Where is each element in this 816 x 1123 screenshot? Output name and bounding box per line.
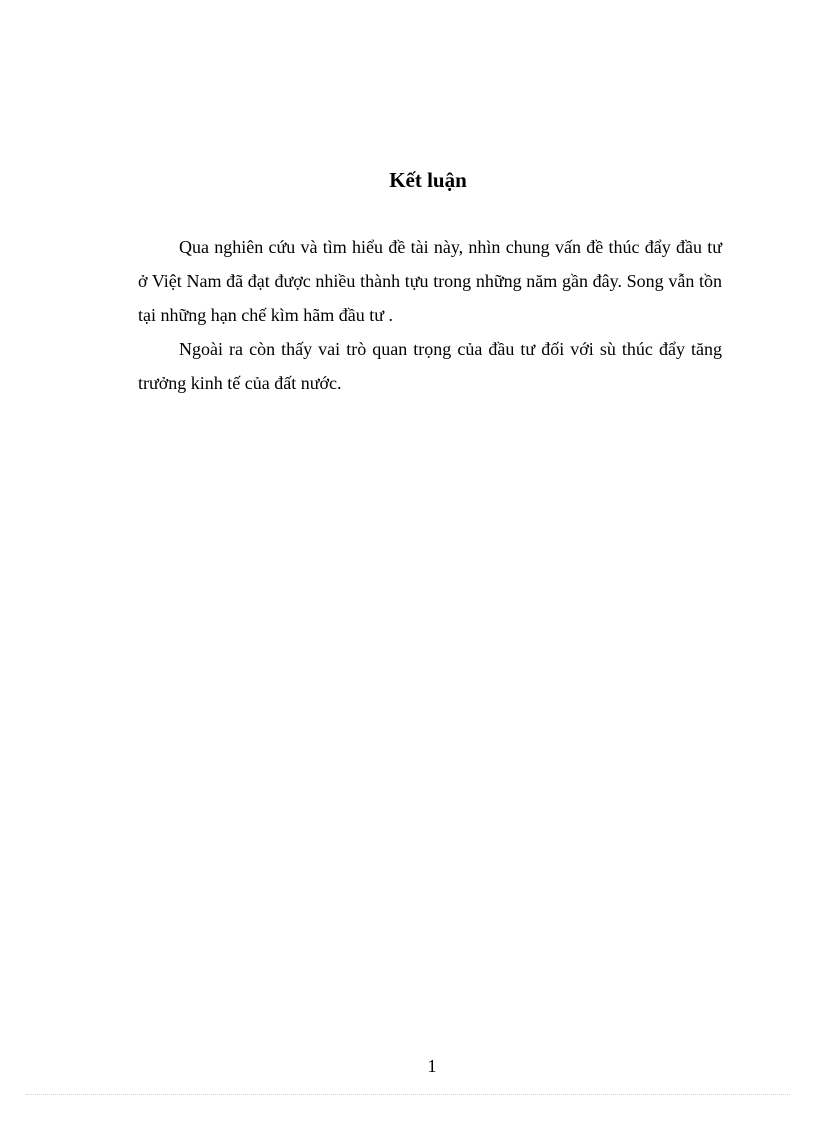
page-title: Kết luận (389, 168, 467, 192)
body-text (138, 230, 722, 400)
paragraph-2: Ngoài ra còn thấy vai trò quan trọng của đầu tư đối với sù thúc đẩy tăng trưởng kinh tế của đất nước. (138, 339, 722, 393)
page-number: 1 (427, 1056, 437, 1076)
paragraph-1: Qua nghiên cứu và tìm hiểu đề tài này, nhìn chung vấn đề thúc đẩy đầu tư ở Việt Nam đã đạt được nhiều thành tựu trong những năm gần đây. Song vẫn tồn tại những hạn chế kìm hãm đầu tư . (138, 237, 722, 325)
page-bottom-divider (26, 1094, 790, 1095)
